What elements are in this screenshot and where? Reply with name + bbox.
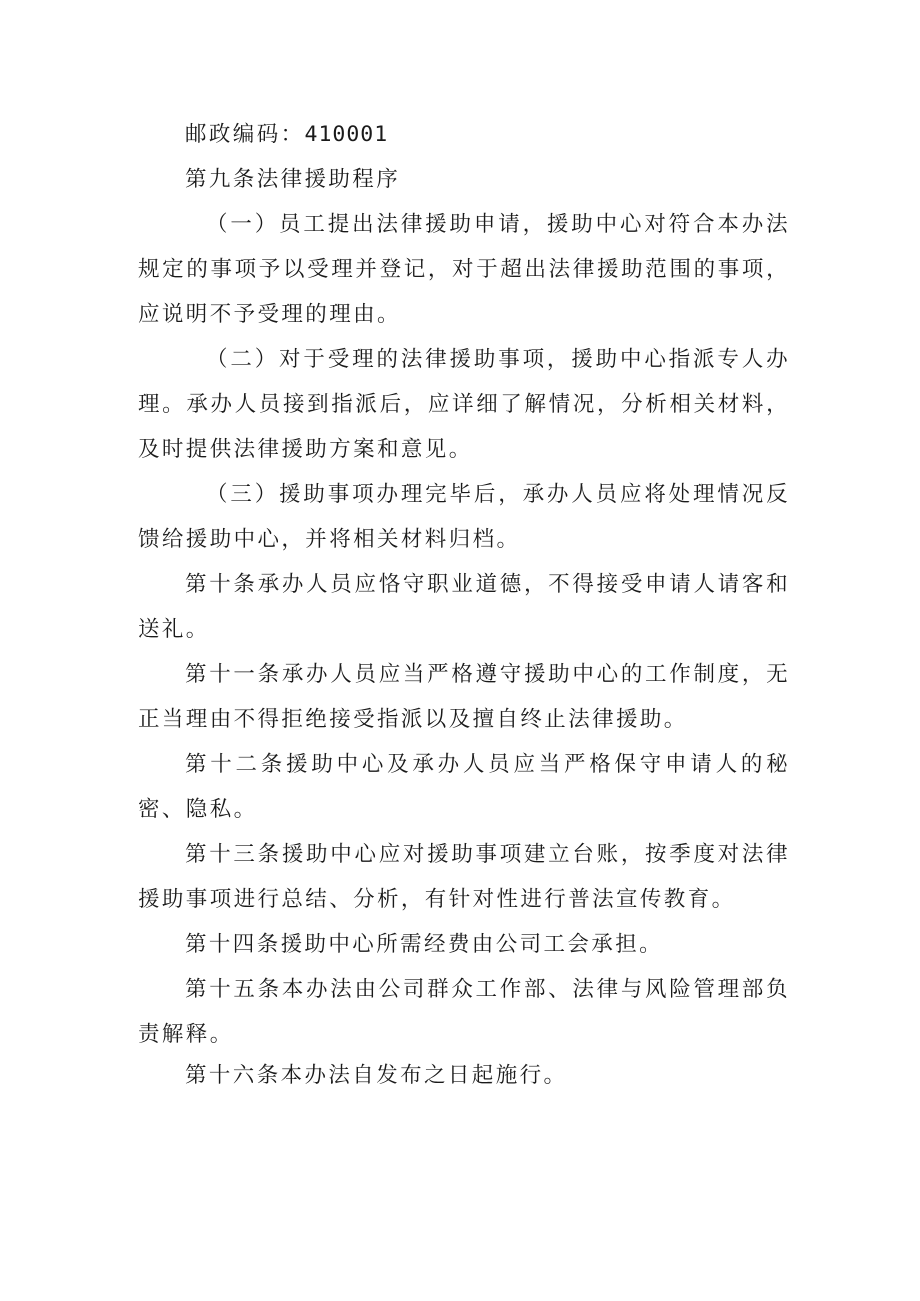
article-13: 第十三条援助中心应对援助事项建立台账，按季度对法律援助事项进行总结、分析，有针对性进行普法宣传教育。: [138, 842, 790, 912]
postal-code-line: [138, 112, 790, 157]
article-9-item-1: （一）员工提出法律援助申请，援助中心对符合本办法规定的事项予以受理并登记，对于超出法律援助范围的事项，应说明不予受理的理由。: [138, 212, 790, 327]
article-9-item-2: （二）对于受理的法律援助事项，援助中心指派专人办理。承办人员接到指派后，应详细了解情况，分析相关材料，及时提供法律援助方案和意见。: [138, 347, 790, 462]
article-10: 第十条承办人员应恪守职业道德，不得接受申请人请客和送礼。: [138, 572, 790, 642]
article-9-item-3: （三）援助事项办理完毕后，承办人员应将处理情况反馈给援助中心，并将相关材料归档。: [138, 482, 790, 552]
article-11: 第十一条承办人员应当严格遵守援助中心的工作制度，无正当理由不得拒绝接受指派以及擅自终止法律援助。: [138, 662, 790, 732]
postal-code-value: 410001: [304, 122, 389, 147]
article-16: 第十六条本办法自发布之日起施行。: [185, 1063, 568, 1088]
document-body: [138, 112, 790, 1098]
article-14: 第十四条援助中心所需经费由公司工会承担。: [185, 932, 664, 957]
postal-code-label: 邮政编码：: [185, 122, 305, 147]
article-9-title: 第九条法律援助程序: [185, 167, 401, 192]
article-15: 第十五条本办法由公司群众工作部、法律与风险管理部负责解释。: [138, 977, 790, 1047]
article-12: 第十二条援助中心及承办人员应当严格保守申请人的秘密、隐私。: [138, 752, 790, 822]
